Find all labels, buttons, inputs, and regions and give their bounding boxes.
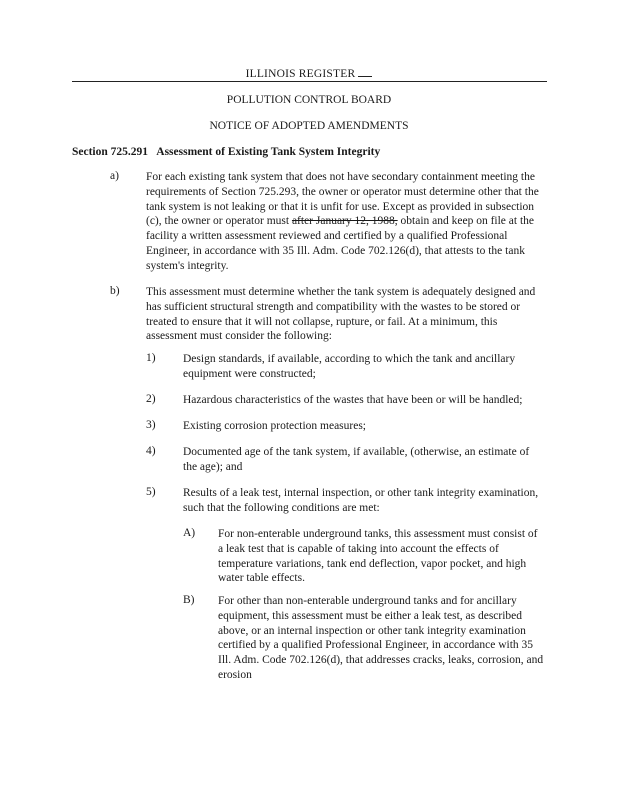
subitem-1-text: Design standards, if available, according to which the tank and ancillary equipment were constructed; (183, 353, 516, 380)
item-a-text (146, 170, 546, 274)
subitem-3-text: Existing corrosion protection measures; (183, 420, 367, 432)
subitem-2-text: Hazardous characteristics of the wastes that have been or will be handled; (183, 394, 523, 406)
notice-title: NOTICE OF ADOPTED AMENDMENTS (209, 120, 409, 132)
subsubitem-A-text: For non-enterable underground tanks, this assessment must consist of a leak test that is capable of taking into account the effects of temperature variations, tank end deflection, vapor pocket, and high water table effects. (218, 528, 538, 585)
subitem-3-label: 3) (146, 419, 156, 431)
header-rule (72, 81, 547, 82)
subsubitem-B-text: For other than non-enterable underground tanks and for ancillary equipment, this assessment must be either a leak test, as described above, or an internal inspection or other tank integrity examination certified by a qualified Professional Engineer, in accordance with 35 Ill. Adm. Code 702.126(d), that addresses cracks, leaks, corrosion, and erosion (218, 595, 544, 681)
subitem-5-label: 5) (146, 486, 156, 498)
item-b-label: b) (110, 285, 120, 297)
register-blank-line (358, 66, 372, 77)
register-title: ILLINOIS REGISTER (245, 68, 356, 80)
section-number: Section 725.291 (72, 146, 149, 158)
board-name: POLLUTION CONTROL BOARD (226, 94, 392, 106)
item-a-text-1: For each existing tank system that does not have secondary containment meeting the requirements of Section 725.293, the owner or operator must determine other that the tank system is not leaking or that it is unfit for use. Except as provided in subsection (c), the owner or operator must (146, 171, 539, 228)
subitem-2-label: 2) (146, 393, 156, 405)
item-a-text-2: obtain and keep on file at the facility a written assessment reviewed and certified by a qualified Professional Engineer, in accordance with 35 Ill. Adm. Code 702.126(d), that attests to the tank system's integrity. (146, 215, 534, 272)
section-heading (72, 146, 380, 158)
subitem-4-label: 4) (146, 445, 156, 457)
subsubitem-A-label: A) (183, 527, 196, 539)
item-a-label: a) (110, 170, 119, 182)
subitem-4-text: Documented age of the tank system, if available, (otherwise, an estimate of the age); and (183, 446, 530, 473)
section-title: Assessment of Existing Tank System Integrity (156, 146, 381, 158)
subitem-5-text: Results of a leak test, internal inspection, or other tank integrity examination, such that the following conditions are met: (183, 487, 539, 514)
register-header (0, 66, 618, 80)
item-a-struck-text: after January 12, 1988, (291, 215, 398, 228)
item-b-text: This assessment must determine whether the tank system is adequately designed and has sufficient structural strength and compatibility with the wastes to be stored or treated to ensure that it will not collapse, rupture, or fail. At a minimum, this assessment must consider the following: (146, 286, 536, 343)
subitem-1-label: 1) (146, 352, 156, 364)
subsubitem-B-label: B) (183, 594, 195, 606)
